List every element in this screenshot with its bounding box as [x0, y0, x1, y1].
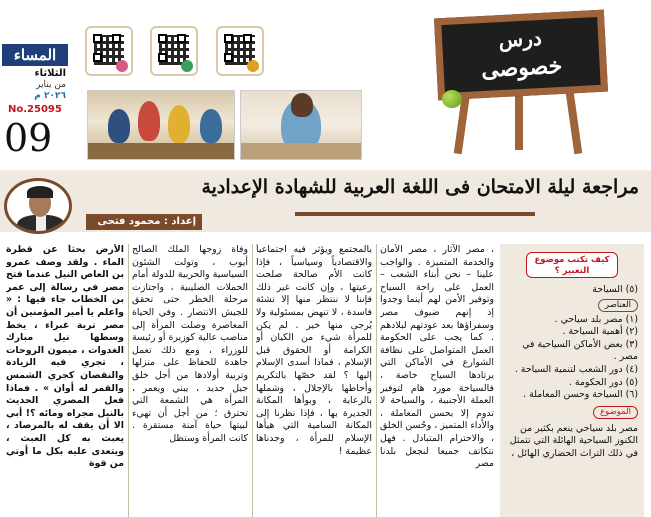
qr-code-icon[interactable]: [216, 26, 264, 76]
weekday-label: الثلاثاء: [34, 68, 66, 79]
essay-sidebar: [500, 244, 644, 517]
element-item: (٦) السياحة وحسن المعاملة .: [523, 389, 638, 401]
element-item: (٢) أهمية السياحة .: [562, 326, 638, 338]
headline-rule: [295, 212, 535, 216]
classroom-photo: [87, 90, 235, 160]
column-divider: [128, 244, 129, 517]
element-item: (٥) دور الحكومة .: [568, 376, 638, 388]
author-byline: إعداد : محمود فتحى: [86, 214, 202, 230]
elements-label: العناصر: [598, 299, 638, 312]
article-column: ، مصر الآثار ، مصر الأمان والخدمة المتميزة . والواجب علينا – نحن أبناء الشعب – العمل على راحة السياح وتوفير الأمن لهم أينما وجدوا إذ إنهم ضيوف مصر وسفراؤها بعد عودتهم لبلادهم . كما يجب على الحكومة العمل المتواصل على نظافة الشوارع في الأماكن التي يرتادها السياح خاصة ، فالسياحة مورد هام لتوفير العملة الأجنبية ، والسياحة لا تدوم إلا بحسن المعاملة ، والأداء المتميز ، وحُسن الخلق ، والاحترام المتبادل . فهل نتكاتف جميعا لنجعل بلدنا مصر: [380, 244, 494, 470]
day-number: 09: [4, 116, 53, 160]
article-column: بالمجتمع ويؤثر فيه اجتماعياً والاقتصادياً وسياسياً ، فإذا كانت الأم صالحة صلحت رعيتها ، وإن كانت غير ذلك فإننا لا ننتظر منها إلا نشئة فاسدة ، لا تنهض بمسئولية ولا يُرجى منها خير . لم يكن للمرأة شيء من الكيان أو الكرامة أو الحقوق قبل الإسلام ، فماذا أسدى الإسلام إليها ؟ لقد خصّها بالتكريم وأحاطها بالإجلال ، وشملها بالرعاية ، وبوأها المكانة الجديرة بها ، فإذا نظرنا إلى المكانة السامية التي هيأها الإسلام للمرأة ، وجدناها عظيمة !: [256, 244, 372, 457]
board-title-line2: خصوصى: [480, 52, 563, 84]
elements-intro: (٥) السياحة: [592, 284, 638, 295]
qr-code-icon[interactable]: [150, 26, 198, 76]
article-headline: مراجعة ليلة الامتحان فى اللغة العربية للشهادة الإعدادية: [201, 176, 639, 198]
month-label: من يناير: [36, 80, 66, 90]
element-item: (١) مصر بلد سياحي .: [554, 313, 638, 325]
topic-text: مصر بلد سياحي ينعم بكثير من الكنوز السياحية الهائلة التي تتمثل في ذلك التراث الحضاري الهائل ،: [509, 422, 638, 459]
column-divider: [376, 244, 377, 517]
year-label: ٢٠٢٦ م: [34, 91, 66, 101]
element-item: (٤) دور الشعب لتنمية السياحة .: [514, 363, 638, 375]
column-divider: [252, 244, 253, 517]
apple-icon: [442, 90, 462, 108]
newspaper-logo[interactable]: المساء: [2, 44, 68, 66]
masthead-date-box: [0, 44, 70, 164]
topic-label: الموضوع: [593, 406, 638, 419]
article-column: الأرض بحثاً عن قطرة الماء . ولقد وصف عمرو بن العاص النيل عندما فتح مصر في رسالة إلى عمر بن الخطاب جاء فيها : « واعلم يا أمير المؤمنين أن مصر تربة غبراء ، يخط وسطها نيل مبارك الغدوات ، ميمون الروحات ، تجري فيه الزيادة والنقصان كجري الشمس والقمر له أوان » . فماذا فعل المصري الحديث بالنيل مجراه ومائه ؟! أبي الا أن يقف له بالمرصاد ، يعبث به كل العبث ، ويتعدى عليه بكل ما أوتي من قوة: [6, 244, 124, 470]
header-band: [0, 0, 651, 170]
author-portrait: [4, 178, 72, 234]
board-title-line1: درس: [498, 25, 543, 53]
article-body: [0, 236, 651, 517]
sidebar-content: [506, 284, 638, 461]
qr-code-icon[interactable]: [85, 26, 133, 76]
element-item: (٣) بعض الأماكن السياحية في مصر .: [522, 338, 638, 363]
article-column: وفاة زوجها الملك الصالح أيوب ، وتولت الشئون السياسية والحربية للدولة أمام الحملات الصليبية ، واجتازت مرحلة الخطر حتى تحقق للجيش الانتصار . وفي الحياة المعاصرة وصلت المرأة إلى مناصب عالية كوزيرة أو رئيسة للوزراء ، ومع ذلك تعمل جاهدة للحفاظ على منزلها وتربية أولادها من أجل خلق جيل جديد ، يبني ويعمر ، المرأة هي الشمعة التي تحترق ؛ من أجل أن تهيء لبيتها حياة آمنة مستقرة . كانت المرأة وستظل: [132, 244, 248, 444]
student-photo: [240, 90, 362, 160]
chalkboard-illustration: [420, 4, 630, 160]
sidebar-title: كيف تكتب موضوع التعبير ؟: [526, 252, 618, 278]
issue-number: No.25095: [8, 104, 62, 115]
